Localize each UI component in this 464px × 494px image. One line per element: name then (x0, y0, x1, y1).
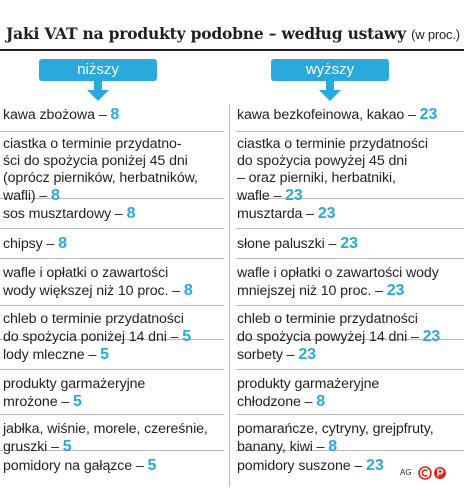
vat-rate-value: 8 (126, 205, 136, 222)
product-label: pomidory na gałązce – (3, 458, 148, 474)
row-separator (0, 414, 224, 415)
product-label: wafle i opłatki o zawartości (3, 265, 169, 281)
product-label: musztarda – (237, 206, 318, 222)
row-separator (0, 131, 224, 132)
vat-rate-value: 23 (317, 205, 336, 222)
cell-lower (3, 457, 156, 475)
cell-higher (237, 136, 428, 205)
row-separator (236, 228, 464, 229)
product-label: banany, kiwi – (237, 439, 329, 455)
product-label: ści do spożycia poniżej 45 dni (3, 153, 188, 169)
row-separator (0, 228, 224, 229)
vat-rate-value: 8 (110, 106, 120, 123)
credit-initials: AG (400, 468, 412, 477)
vat-rate-value: 5 (182, 328, 192, 345)
vat-rate-value: 8 (58, 235, 67, 252)
vat-rate-value: 5 (100, 346, 109, 363)
product-label: słone paluszki – (237, 236, 341, 252)
product-label: chipsy – (3, 236, 59, 252)
vat-rate-value: 23 (285, 187, 303, 204)
copyright-logo-icon (418, 465, 452, 481)
cell-higher (237, 421, 434, 456)
vat-rate-value: 5 (62, 438, 72, 455)
vat-rate-value: 5 (147, 457, 157, 474)
vat-rate-value: 23 (386, 282, 405, 299)
product-label: chleb o terminie przydatności (237, 311, 418, 327)
product-label: ciastka o terminie przydatności (237, 136, 428, 152)
vat-rate-value: 23 (419, 106, 438, 123)
product-label: kawa bezkofeinowa, kakao – (237, 107, 420, 123)
product-label: sos musztardowy – (3, 206, 127, 222)
column-header-lower: niższy (39, 59, 157, 81)
product-label: pomidory suszone – (237, 458, 367, 474)
vat-rate-value: 23 (340, 235, 358, 252)
unit-label: (w proc.) (411, 27, 460, 42)
cell-lower (3, 136, 198, 205)
row-separator (0, 305, 224, 306)
chart-title (6, 24, 460, 43)
cell-higher (237, 376, 379, 411)
cell-higher (237, 205, 335, 223)
down-arrow-icon (318, 80, 342, 102)
vat-rate-value: 8 (183, 282, 193, 299)
vat-rate-value: 5 (72, 393, 82, 410)
cell-lower (3, 376, 145, 411)
row-separator (0, 369, 224, 370)
cell-lower (3, 235, 67, 253)
product-label: lody mleczne – (3, 347, 101, 363)
down-arrow-icon (86, 80, 110, 102)
product-label: chleb o terminie przydatności (3, 311, 184, 327)
product-label: do spożycia powyżej 14 dni – (237, 329, 423, 345)
product-label: wafli) – (3, 188, 51, 204)
vat-rate-value: 23 (422, 328, 441, 345)
product-label: produkty garmażeryjne (237, 376, 380, 392)
product-label: mniejszej niż 10 proc. – (237, 283, 387, 299)
column-divider (229, 104, 230, 487)
cell-higher (237, 457, 384, 475)
vat-rate-value: 23 (366, 457, 384, 474)
cell-lower (3, 311, 191, 346)
cell-higher (237, 311, 440, 346)
row-separator (236, 131, 464, 132)
row-separator (236, 369, 464, 370)
product-label: wafle i opłatki o zawartości wody (237, 265, 439, 281)
product-label: gruszki – (3, 439, 63, 455)
product-label: sorbety – (237, 347, 299, 363)
cell-higher (237, 106, 437, 124)
product-label: chłodzone – (237, 394, 317, 410)
product-label: jabłka, wiśnie, morele, czereśnie, (3, 421, 208, 437)
product-label: – oraz pierniki, herbatniki, (237, 170, 396, 186)
header-rule (0, 49, 464, 51)
cell-lower (3, 265, 193, 300)
cell-higher (237, 346, 316, 364)
cell-higher (237, 235, 358, 253)
vat-rate-value: 23 (298, 346, 316, 363)
product-label: pomarańcze, cytryny, grejpfruty, (237, 421, 434, 437)
product-label: produkty garmażeryjne (3, 376, 146, 392)
product-label: wafle – (237, 188, 286, 204)
cell-lower (3, 346, 109, 364)
row-separator (236, 414, 464, 415)
product-label: kawa zbożowa – (3, 107, 111, 123)
product-label: wody większej niż 10 proc. – (3, 283, 184, 299)
row-separator (236, 258, 464, 259)
vat-rate-value: 8 (50, 187, 60, 204)
product-label: ciastka o terminie przydatno- (3, 136, 182, 152)
product-label: do spożycia powyżej 45 dni (237, 153, 408, 169)
product-label: mrożone – (3, 394, 73, 410)
vat-rate-value: 8 (328, 438, 338, 455)
column-header-higher: wyższy (271, 59, 389, 81)
cell-lower (3, 106, 119, 124)
row-separator (0, 258, 224, 259)
vat-rate-value: 8 (316, 393, 326, 410)
row-separator (236, 305, 464, 306)
cell-lower (3, 205, 135, 223)
cell-lower (3, 421, 208, 456)
title-text: Jaki VAT na produkty podobne – według ustawy (6, 24, 406, 43)
product-label: (oprócz pierników, herbatników, (3, 170, 198, 186)
cell-higher (237, 265, 439, 300)
product-label: do spożycia poniżej 14 dni – (3, 329, 183, 345)
